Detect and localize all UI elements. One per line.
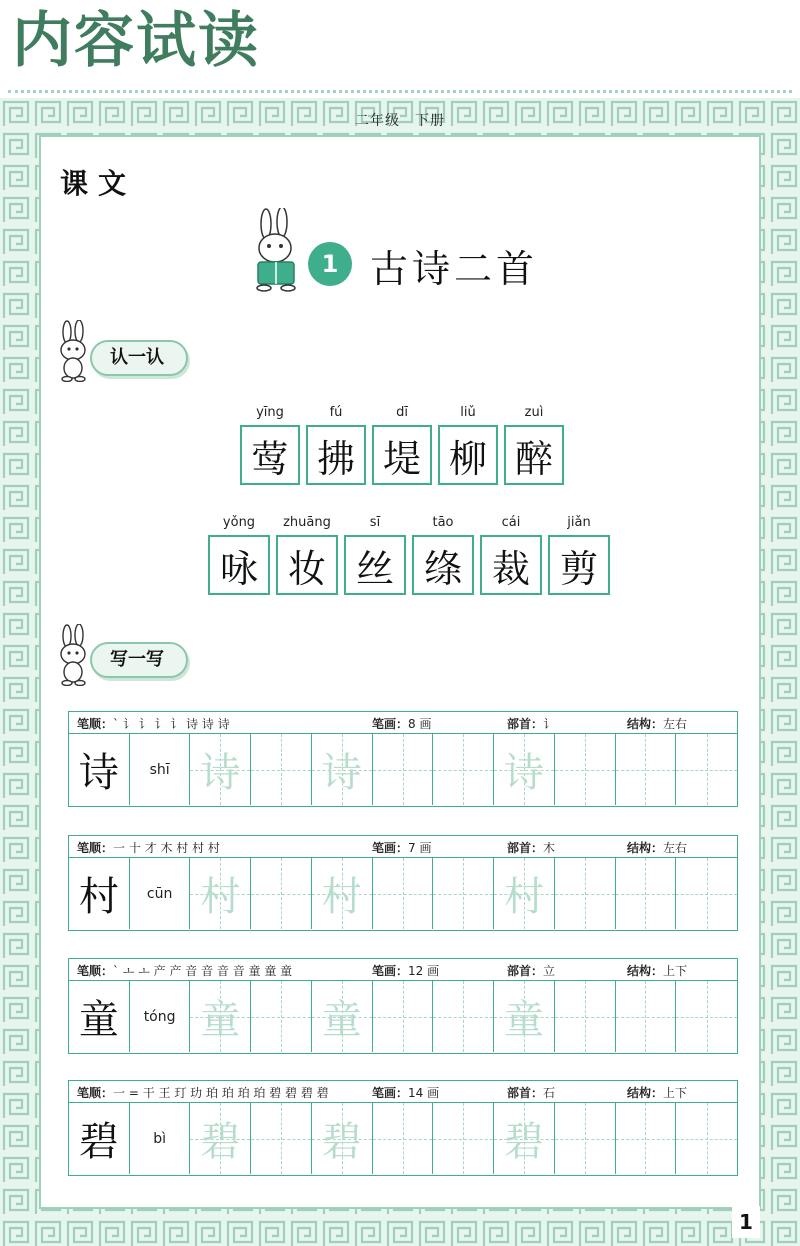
section-read-banner [60,340,260,380]
char-item [412,515,474,595]
practice-block [68,1080,738,1176]
practice-grid [69,858,737,929]
char-box: 莺 [240,425,300,485]
char-item [306,405,366,485]
section-write-label: 写一写 [90,642,188,678]
structure-text: 结构：上下 [627,1086,688,1100]
char-box: 拂 [306,425,366,485]
writing-cell[interactable] [676,734,737,805]
structure-text: 结构：左右 [627,717,688,731]
strokes-text: 笔画：8 画 [372,717,432,731]
writing-cell[interactable] [555,734,616,805]
char-box: 柳 [438,425,498,485]
writing-cell[interactable] [373,981,434,1052]
writing-cell[interactable] [616,981,677,1052]
model-char-cell: 童 [69,981,130,1052]
pinyin: fú [329,405,343,420]
structure-text: 结构：上下 [627,964,688,978]
pinyin: sī [369,515,381,530]
practice-header [69,959,737,981]
writing-cell[interactable] [433,981,494,1052]
char-item [504,405,564,485]
writing-cell[interactable] [433,734,494,805]
writing-cell[interactable] [616,734,677,805]
practice-block [68,835,738,931]
order-text: 笔顺：` ㅗ ㅗ 产 产 音 音 音 音 童 童 童 [77,964,293,978]
section-write-banner [60,642,260,682]
radical-text: 部首：木 [507,841,556,855]
pinyin: tāo [432,515,454,530]
writing-cell[interactable] [616,1103,677,1174]
writing-cell[interactable] [251,1103,312,1174]
bunny-icon [56,320,90,382]
pinyin-cell: bì [130,1103,191,1174]
writing-cell[interactable] [555,981,616,1052]
practice-grid [69,734,737,805]
trace-cell[interactable]: 村 [190,858,251,929]
strokes-text: 笔画：14 画 [372,1086,440,1100]
trace-cell[interactable]: 碧 [494,1103,555,1174]
grade-label: 二年级 下册 [355,113,445,129]
practice-block [68,711,738,807]
lesson-header [248,208,608,292]
trace-cell[interactable]: 童 [494,981,555,1052]
trace-cell[interactable]: 村 [494,858,555,929]
order-text: 笔顺：一 十 才 木 村 村 村 [77,841,220,855]
writing-cell[interactable] [373,1103,434,1174]
char-item [438,405,498,485]
writing-cell[interactable] [251,981,312,1052]
char-box: 妆 [276,535,338,595]
page-number: 1 [732,1206,760,1238]
radical-text: 部首：石 [507,1086,556,1100]
trace-cell[interactable]: 童 [190,981,251,1052]
pinyin: yǒng [222,515,256,530]
char-item [480,515,542,595]
pinyin: zuì [524,405,544,420]
trace-cell[interactable]: 村 [312,858,373,929]
char-box: 绦 [412,535,474,595]
pinyin-cell: tóng [130,981,191,1052]
trace-cell[interactable]: 碧 [312,1103,373,1174]
strokes-text: 笔画：12 画 [372,964,440,978]
char-box: 堤 [372,425,432,485]
char-box: 剪 [548,535,610,595]
char-item [372,405,432,485]
model-char-cell: 碧 [69,1103,130,1174]
lesson-type: 课文 [60,167,137,200]
writing-cell[interactable] [373,858,434,929]
practice-header [69,1081,737,1103]
writing-cell[interactable] [676,1103,737,1174]
pinyin: dī [396,405,408,420]
pinyin-cell: cūn [130,858,191,929]
strokes-text: 笔画：7 画 [372,841,432,855]
recognize-row-1 [240,405,564,485]
practice-header [69,712,737,734]
model-char-cell: 诗 [69,734,130,805]
pinyin: liǔ [460,405,476,420]
writing-cell[interactable] [433,858,494,929]
pinyin-cell: shī [130,734,191,805]
order-text: 笔顺：一 = 干 王 玎 玏 珀 珀 珀 珀 碧 碧 碧 碧 [77,1086,329,1100]
lesson-number-badge: 1 [308,242,352,286]
lesson-title: 古诗二首 [370,247,539,291]
model-char-cell: 村 [69,858,130,929]
char-item [208,515,270,595]
writing-cell[interactable] [676,981,737,1052]
writing-cell[interactable] [433,1103,494,1174]
writing-cell[interactable] [555,1103,616,1174]
section-read-label: 认一认 [90,340,188,376]
order-text: 笔顺：` 讠 讠 讠 讠 诗 诗 诗 [77,717,230,731]
trace-cell[interactable]: 诗 [494,734,555,805]
radical-text: 部首：讠 [507,717,556,731]
char-item [276,515,338,595]
practice-header [69,836,737,858]
writing-cell[interactable] [616,858,677,929]
pinyin: zhuāng [283,515,331,530]
trace-cell[interactable]: 碧 [190,1103,251,1174]
writing-cell[interactable] [555,858,616,929]
trace-cell[interactable]: 童 [312,981,373,1052]
bunny-icon [56,624,90,686]
radical-text: 部首：立 [507,964,556,978]
writing-cell[interactable] [373,734,434,805]
char-item [548,515,610,595]
page-header-title: 内容试读 [12,6,260,76]
char-item [240,405,300,485]
char-box: 醉 [504,425,564,485]
char-box: 裁 [480,535,542,595]
structure-text: 结构：左右 [627,841,688,855]
char-box: 咏 [208,535,270,595]
trace-cell[interactable]: 诗 [312,734,373,805]
writing-cell[interactable] [676,858,737,929]
practice-grid [69,1103,737,1174]
writing-cell[interactable] [251,734,312,805]
pinyin: jiǎn [567,515,591,530]
header-divider [8,90,792,93]
practice-grid [69,981,737,1052]
char-box: 丝 [344,535,406,595]
pinyin: yīng [256,405,284,420]
bunny-reading-icon [248,208,308,292]
pinyin: cái [501,515,521,530]
char-item [344,515,406,595]
recognize-row-2 [208,515,610,595]
trace-cell[interactable]: 诗 [190,734,251,805]
writing-cell[interactable] [251,858,312,929]
practice-block [68,958,738,1054]
